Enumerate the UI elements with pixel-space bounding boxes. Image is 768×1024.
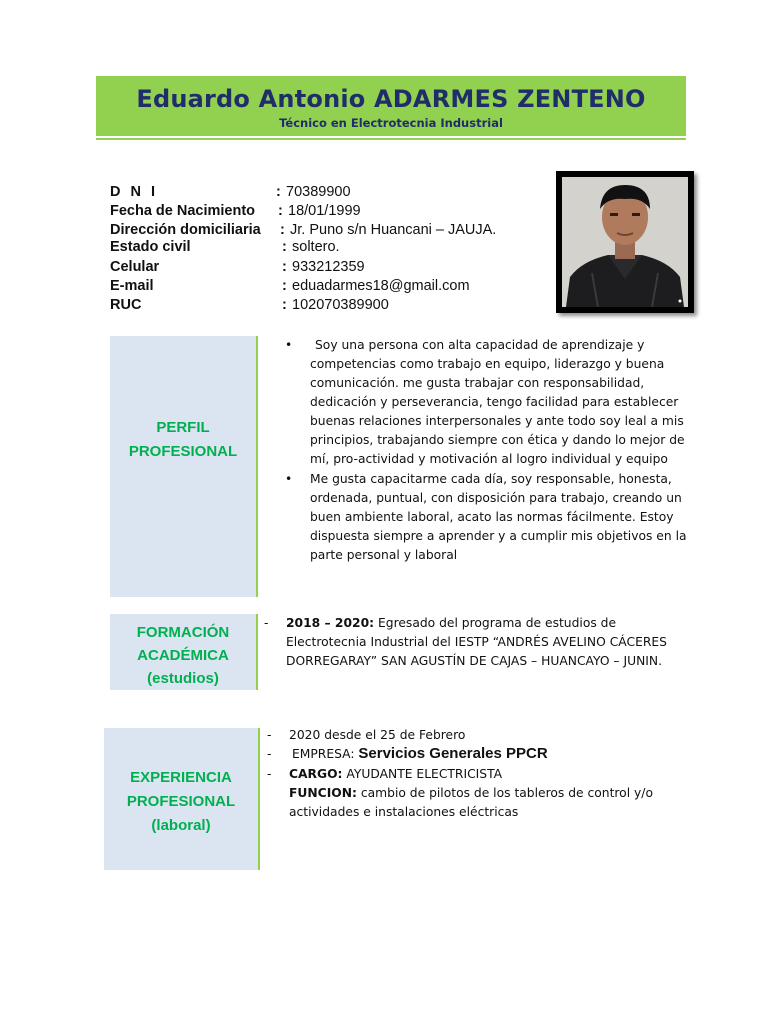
birth-label: Fecha de Nacimiento xyxy=(110,203,256,219)
colon: : xyxy=(280,222,285,238)
experience-section-label xyxy=(104,728,260,870)
address-value: Jr. Puno s/n Huancani – JAUJA. xyxy=(290,222,497,238)
position-label: CARGO: xyxy=(289,767,343,781)
header-divider xyxy=(96,138,686,140)
education-title-line2: ACADÉMICA xyxy=(137,647,229,664)
education-period: 2018 – 2020: xyxy=(286,616,375,630)
profile-line: dedicación y perseverancia, tengo facilidad para establecer xyxy=(310,395,679,409)
colon: : xyxy=(282,278,287,294)
profile-line: comunicación. me gusta trabajar con responsabilidad, xyxy=(310,376,645,390)
full-name: Eduardo Antonio ADARMES ZENTENO xyxy=(136,85,646,113)
civil-value: soltero. xyxy=(292,239,340,255)
profile-line: parte personal y laboral xyxy=(310,548,458,562)
function-value-line1: cambio de pilotos de los tableros de control y/o xyxy=(360,786,653,800)
experience-date: 2020 desde el 25 de Febrero xyxy=(289,728,466,742)
experience-position-line xyxy=(289,765,502,784)
address-label: Dirección domiciliaria xyxy=(110,222,261,238)
ruc-value: 102070389900 xyxy=(292,297,389,313)
experience-function-line xyxy=(289,784,653,803)
education-section-label xyxy=(110,614,258,690)
profile-photo-frame xyxy=(556,171,694,313)
bullet-icon: • xyxy=(285,472,293,486)
colon: : xyxy=(276,184,281,200)
company-value: Servicios Generales PPCR xyxy=(358,745,548,762)
dni-value: 70389900 xyxy=(286,184,351,200)
email-label: E-mail xyxy=(110,278,154,294)
profile-line: ordenada, puntual, con disposición para trabajo, creando un xyxy=(310,491,682,505)
function-label: FUNCION: xyxy=(289,786,357,800)
profile-line: competencias como trabajo en equipo, liderazgo y buena xyxy=(310,357,665,371)
profile-line: buenas relaciones interpersonales y ante todo soy leal a mis xyxy=(310,414,684,428)
civil-label: Estado civil xyxy=(110,239,191,255)
education-title-line3: (estudios) xyxy=(147,670,219,687)
dash-marker: - xyxy=(267,767,272,781)
dni-label: D N I xyxy=(110,184,159,200)
education-title-line1: FORMACIÓN xyxy=(136,624,230,641)
experience-title-line3: (laboral) xyxy=(151,817,211,834)
experience-company-line xyxy=(292,744,548,764)
colon: : xyxy=(282,297,287,313)
profile-title-line2: PROFESIONAL xyxy=(128,443,238,460)
position-value: AYUDANTE ELECTRICISTA xyxy=(346,767,503,781)
profile-line: Me gusta capacitarme cada día, soy responsable, honesta, xyxy=(310,472,672,486)
dash-marker: - xyxy=(267,728,272,742)
phone-value: 933212359 xyxy=(292,259,365,275)
phone-label: Celular xyxy=(110,259,160,275)
colon: : xyxy=(282,239,287,255)
header-banner xyxy=(96,76,686,136)
job-title: Técnico en Electrotecnia Industrial xyxy=(279,116,503,130)
function-value-line2: actividades e instalaciones eléctricas xyxy=(289,805,519,819)
experience-title-line1: EXPERIENCIA xyxy=(130,769,232,786)
person-portrait-icon xyxy=(562,177,688,307)
profile-line: Soy una persona con alta capacidad de aprendizaje y xyxy=(315,338,645,352)
bullet-icon: • xyxy=(285,338,293,352)
colon: : xyxy=(278,203,283,219)
dash-marker: - xyxy=(264,616,269,630)
birth-value: 18/01/1999 xyxy=(288,203,361,219)
education-line2: Electrotecnia Industrial del IESTP “ANDRÉS AVELINO CÁCERES xyxy=(286,635,667,649)
profile-line: buen ambiente laboral, acato las normas fácilmente. Estoy xyxy=(310,510,674,524)
education-line xyxy=(286,614,616,633)
ruc-label: RUC xyxy=(110,297,142,313)
profile-photo xyxy=(562,177,688,307)
email-value: eduadarmes18@gmail.com xyxy=(292,278,470,294)
colon: : xyxy=(282,259,287,275)
profile-line: principios, trabajando siempre con ética y dando lo mejor de xyxy=(310,433,685,447)
education-line3: DORREGARAY” SAN AGUSTÍN DE CAJAS – HUANCAYO – JUNIN. xyxy=(286,654,663,668)
profile-line: dispuesta siempre a aprender y a cumplir mis objetivos en la xyxy=(310,529,687,543)
company-label: EMPRESA: xyxy=(292,747,355,761)
education-line1: Egresado del programa de estudios de xyxy=(378,616,617,630)
profile-section-label xyxy=(110,336,258,597)
experience-title-line2: PROFESIONAL xyxy=(126,793,236,810)
profile-line: mí, pro-actividad y motivación al logro individual y equipo xyxy=(310,452,668,466)
dash-marker: - xyxy=(267,747,272,761)
profile-title-line1: PERFIL xyxy=(156,419,210,436)
